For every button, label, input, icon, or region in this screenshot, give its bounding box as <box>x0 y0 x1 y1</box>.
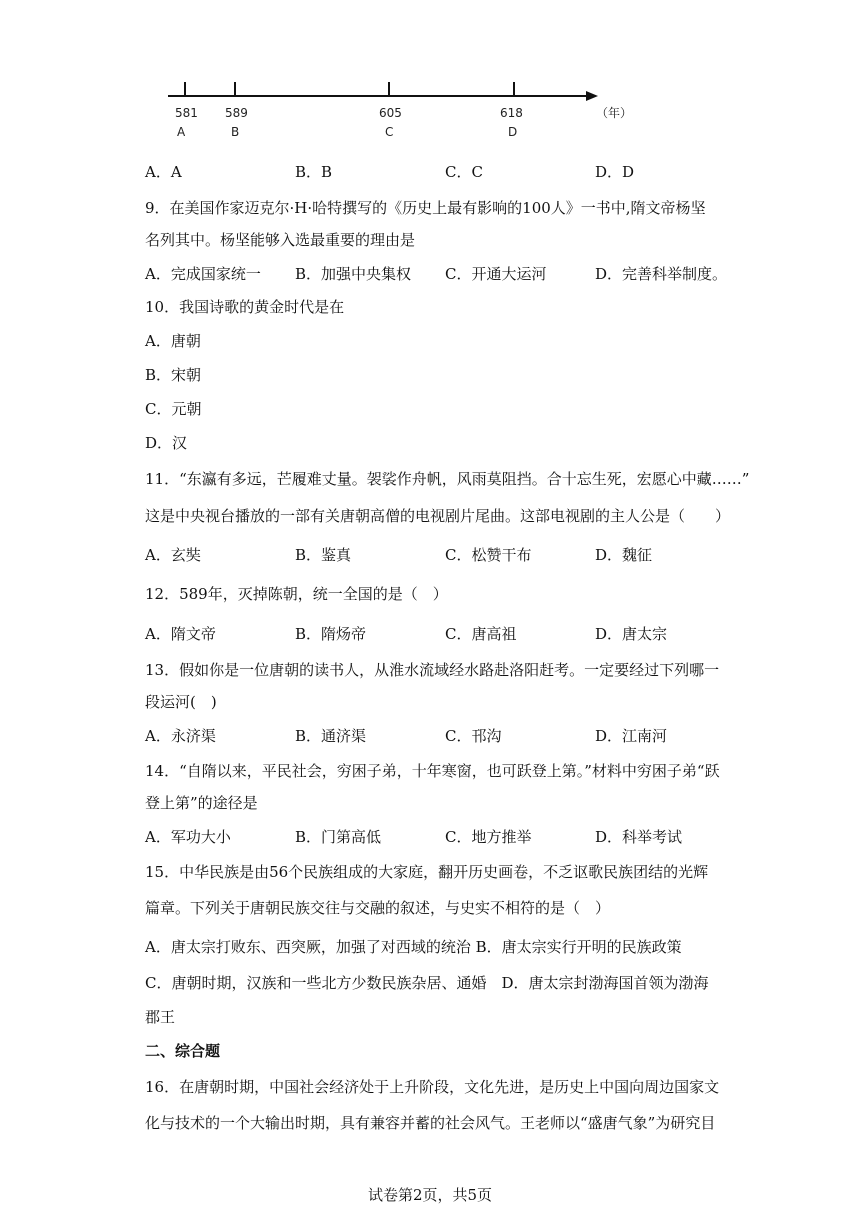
q14-option-d: D．科举考试 <box>595 828 683 846</box>
q14-option-a: A．军功大小 <box>145 828 231 846</box>
q13-option-d: D．江南河 <box>595 727 668 745</box>
timeline-year-605: 605 <box>379 106 402 120</box>
q11-option-b: B．鉴真 <box>295 546 352 564</box>
q14-stem-line2: 登上第”的途径是 <box>145 794 258 812</box>
timeline-letter-d: D <box>508 125 518 139</box>
q12-option-b: B．隋炀帝 <box>295 625 367 643</box>
q12-option-a: A．隋文帝 <box>145 625 216 643</box>
q11-option-c: C．松赞干布 <box>445 546 532 564</box>
timeline-unit: （年） <box>596 106 633 120</box>
timeline-year-581: 581 <box>175 106 198 120</box>
q9-option-b: B．加强中央集权 <box>295 265 412 283</box>
q16-stem-line1: 16．在唐朝时期，中国社会经济处于上升阶段，文化先进，是历史上中国向周边国家文 <box>145 1078 720 1096</box>
timeline-year-618: 618 <box>500 106 523 120</box>
q11-stem-line1: 11．“东瀛有多远，芒履难丈量。袈裟作舟帆，风雨莫阻挡。合十忘生死，宏愿心中藏……” <box>145 470 750 488</box>
q13-option-c: C．邗沟 <box>445 727 502 745</box>
q12-option-c: C．唐高祖 <box>445 625 517 643</box>
q8-option-a: A．A <box>145 163 182 181</box>
timeline-arrow <box>586 91 598 101</box>
q13-option-b: B．通济渠 <box>295 727 367 745</box>
q15-options-line2: C．唐朝时期，汉族和一些北方少数民族杂居、通婚 D．唐太宗封渤海国首领为渤海 <box>145 974 709 992</box>
q10-option-c: C．元朝 <box>145 400 202 418</box>
q12-option-d: D．唐太宗 <box>595 625 668 643</box>
timeline-figure <box>160 72 640 142</box>
q14-option-c: C．地方推举 <box>445 828 532 846</box>
q11-option-a: A．玄奘 <box>145 546 201 564</box>
q10-option-b: B．宋朝 <box>145 366 202 384</box>
q9-option-a: A．完成国家统一 <box>145 265 261 283</box>
q8-option-d: D．D <box>595 163 635 181</box>
timeline-letter-b: B <box>231 125 240 139</box>
timeline-year-589: 589 <box>225 106 248 120</box>
timeline-letter-a: A <box>177 125 186 139</box>
q16-stem-line2: 化与技术的一个大输出时期，具有兼容并蓄的社会风气。王老师以“盛唐气象”为研究目 <box>145 1114 716 1132</box>
q8-option-b: B．B <box>295 163 333 181</box>
q12-stem: 12．589年，灭掉陈朝，统一全国的是（ ） <box>145 585 448 603</box>
q15-stem-line1: 15．中华民族是由56个民族组成的大家庭，翻开历史画卷，不乏讴歌民族团结的光辉 <box>145 863 709 881</box>
q13-stem-line2: 段运河( ) <box>145 693 217 711</box>
q14-stem-line1: 14．“自隋以来，平民社会，穷困子弟，十年寒窗，也可跃登上第。”材料中穷困子弟“跃 <box>145 762 720 780</box>
page-footer: 试卷第2页，共5页 <box>367 1186 493 1204</box>
q15-options-line3: 郡王 <box>145 1008 176 1026</box>
q11-stem-line2: 这是中央视台播放的一部有关唐朝高僧的电视剧片尾曲。这部电视剧的主人公是（ ） <box>145 507 731 525</box>
q13-stem-line1: 13．假如你是一位唐朝的读书人，从淮水流域经水路赴洛阳赶考。一定要经过下列哪一 <box>145 661 720 679</box>
q14-option-b: B．门第高低 <box>295 828 382 846</box>
q9-option-c: C．开通大运河 <box>445 265 547 283</box>
q13-option-a: A．永济渠 <box>145 727 216 745</box>
q10-option-a: A．唐朝 <box>145 332 201 350</box>
q9-stem-line1: 9．在美国作家迈克尔·H·哈特撰写的《历史上最有影响的100人》一书中,隋文帝杨坚 <box>145 199 706 217</box>
q9-stem-line2: 名列其中。杨坚能够入选最重要的理由是 <box>145 231 416 249</box>
q10-stem: 10．我国诗歌的黄金时代是在 <box>145 298 345 316</box>
q11-option-d: D．魏征 <box>595 546 653 564</box>
q9-option-d: D．完善科举制度。 <box>595 265 728 283</box>
q15-options-line1: A．唐太宗打败东、西突厥，加强了对西域的统治 B．唐太宗实行开明的民族政策 <box>145 938 682 956</box>
section-heading-comprehensive: 二、综合题 <box>145 1042 221 1060</box>
timeline-letter-c: C <box>385 125 394 139</box>
q8-option-c: C．C <box>445 163 483 181</box>
q10-option-d: D．汉 <box>145 434 188 452</box>
q15-stem-line2: 篇章。下列关于唐朝民族交往与交融的叙述，与史实不相符的是（ ） <box>145 899 611 917</box>
